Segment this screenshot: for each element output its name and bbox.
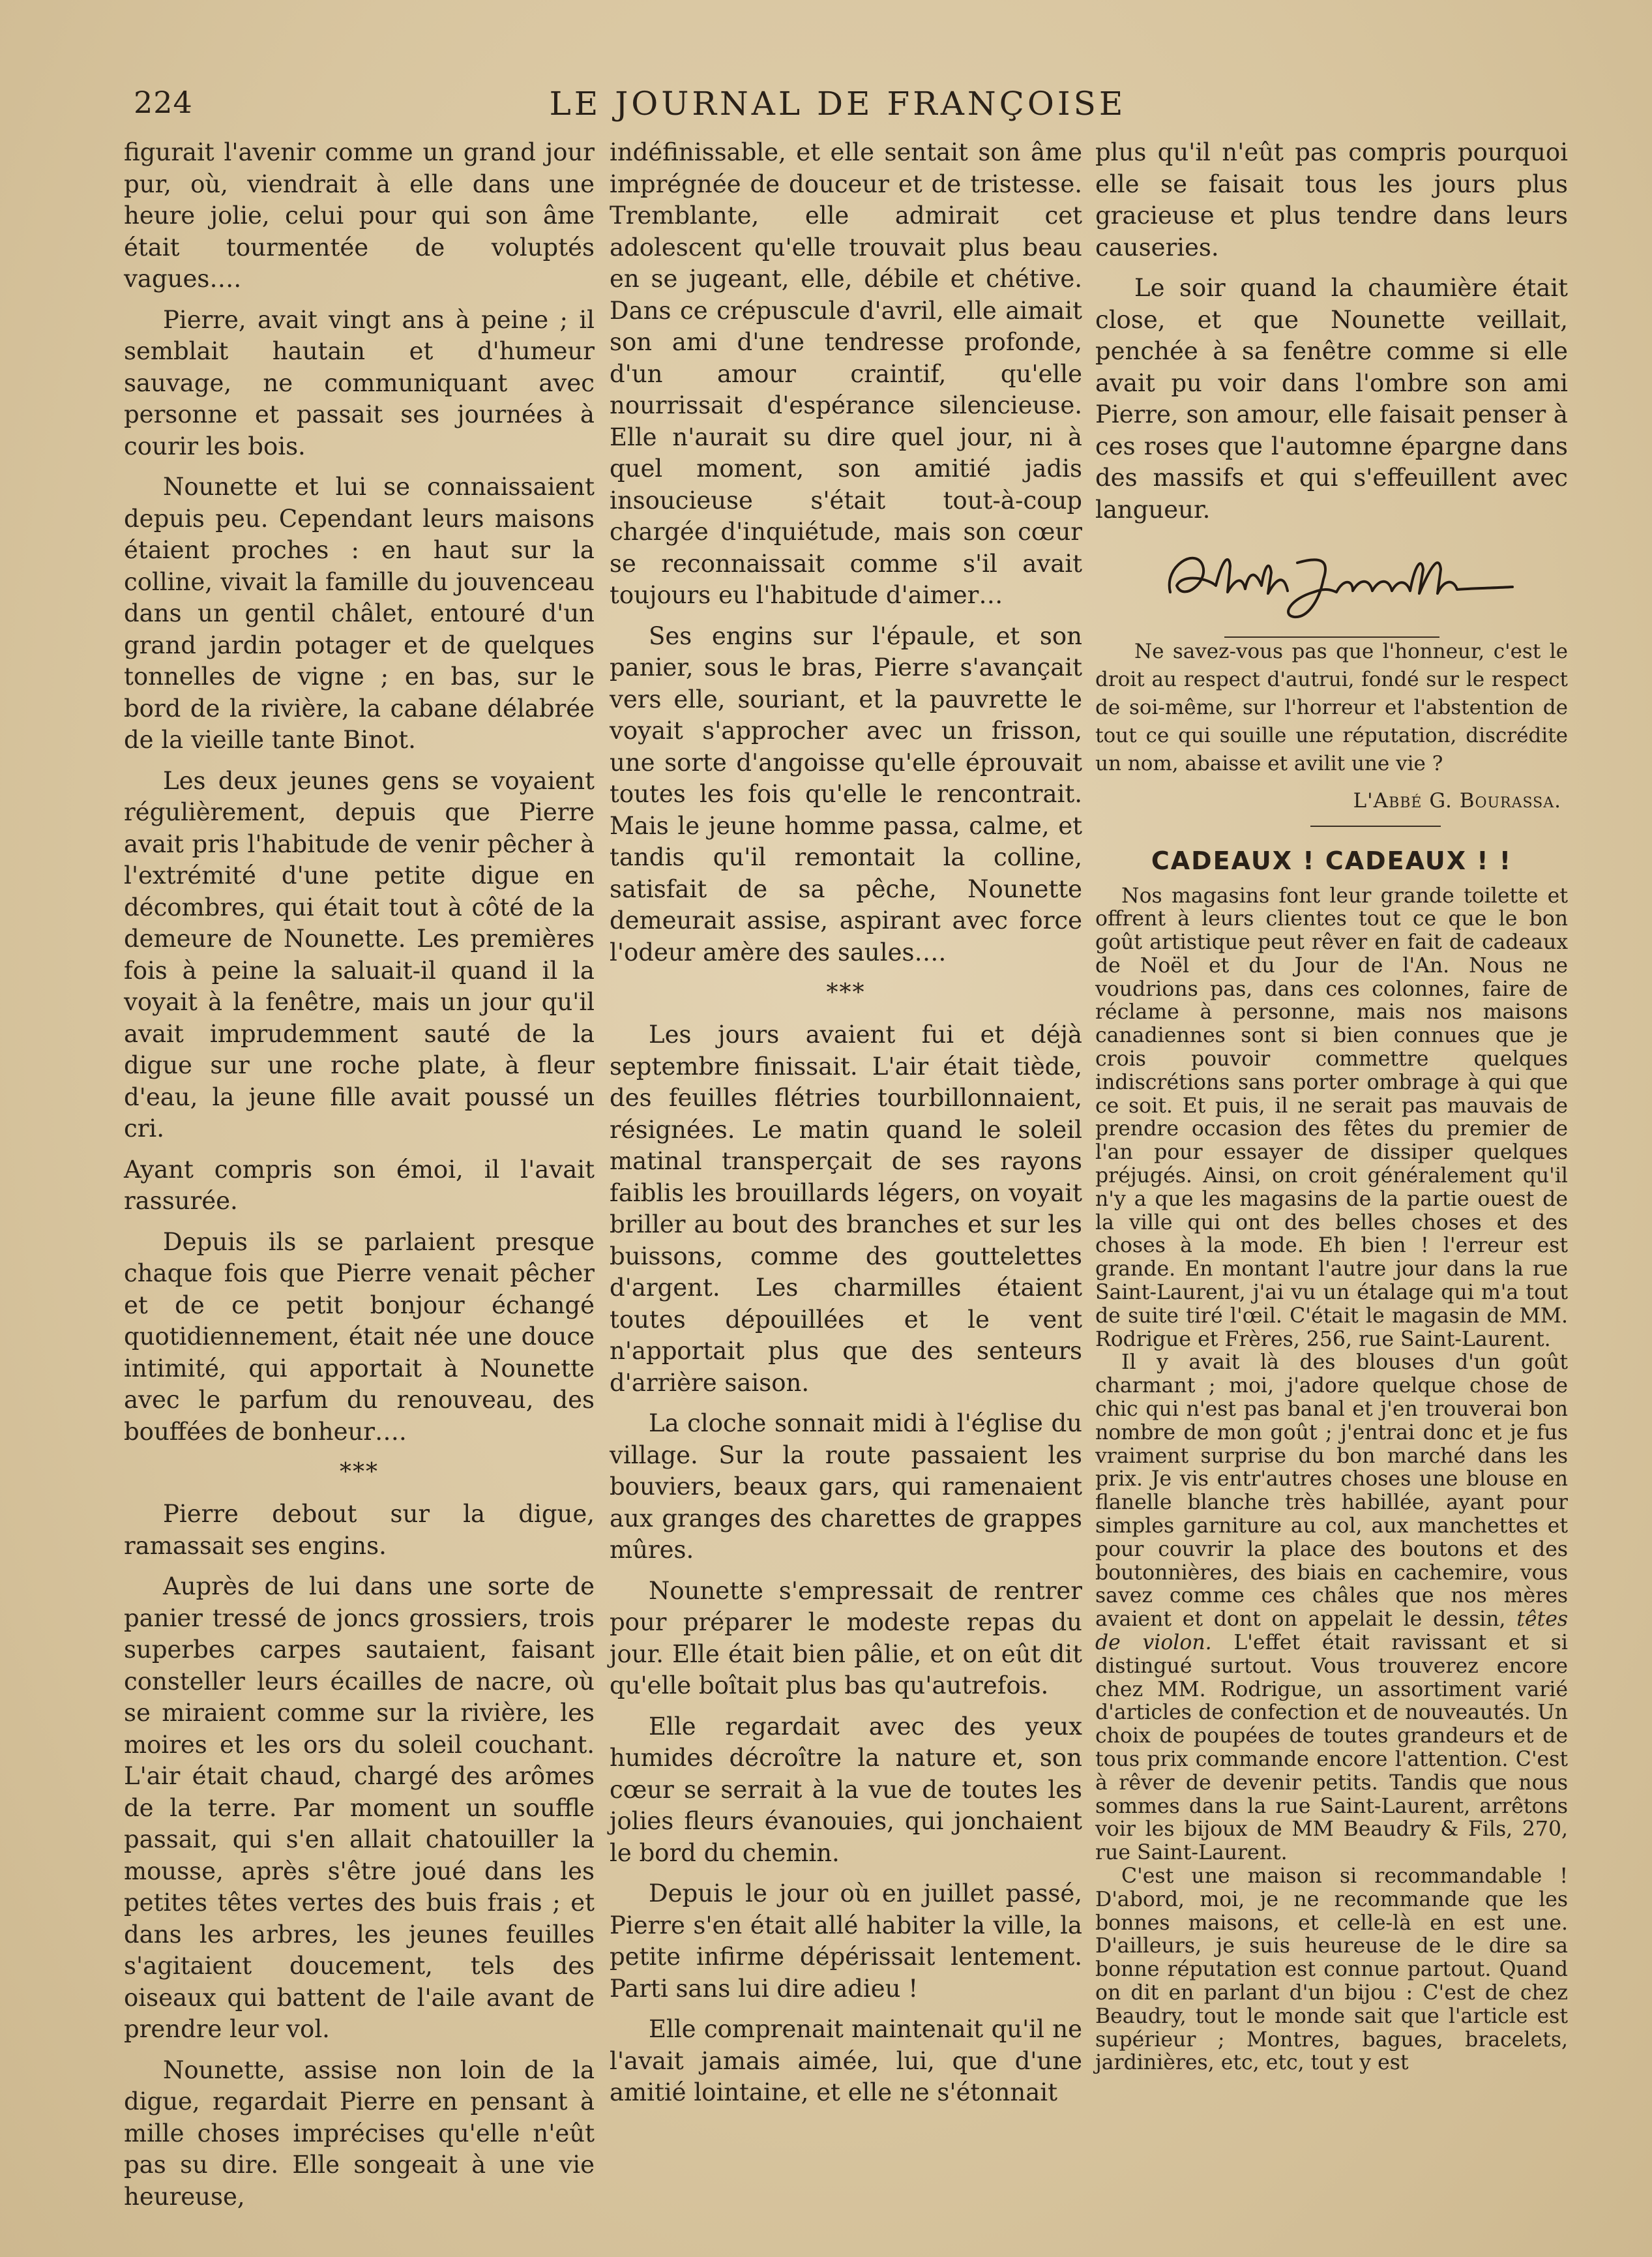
paragraph: Elle comprenait maintenait qu'il ne l'avait jamais aimée, lui, que d'une amitié lointaine, et elle ne s'étonnait bbox=[610, 2015, 1082, 2106]
paragraph: Elle regardait avec des yeux humides décroître la nature et, son cœur se serrait à la vue de toutes les jolies fleurs évanouies, qui jonchaient le bord du chemin. bbox=[610, 1712, 1082, 1867]
advertisement-title: CADEAUX ! CADEAUX ! ! bbox=[1151, 846, 1512, 875]
paragraph: Nos magasins font leur grande toilette et offrent à leurs clientes tout ce que le bon goût artistique peut rêver en fait de cadeaux de Noël et du Jour de l'An. Nous ne voudrions pas, dans ces colonnes, faire de réclame à personne, mais nos maisons canadiennes sont si bien connues que je crois pouvoir commettre quelques indiscrétions sans porter ombrage à qui que ce soit. Et puis, il ne serait pas mauvais de prendre occasion des fêtes du premier de l'an pour essayer de dissiper quelques préjugés. Ainsi, on croit généralement qu'il n'y a que les magasins de la partie ouest de la ville qui ont des belles choses et des choses à la mode. Eh bien ! l'erreur est grande. En montant l'autre jour dans la rue Saint-Laurent, j'ai vu un étalage qui m'a tout de suite tiré l'œil. C'était le magasin de MM. Rodrigue et Frères, 256, rue Saint-Laurent. bbox=[1095, 884, 1568, 1351]
paragraph: Auprès de lui dans une sorte de panier tressé de joncs grossiers, trois superbes carpes sautaient, faisant consteller leurs écailles de nacre, où se miraient comme sur la rivière, les moires et les ors du soleil couchant. L'air était chaud, chargé des arômes de la terre. Par moment un souffle passait, qui s'en allait chatouiller la mousse, après s'être joué dans les petites têtes vertes des buis frais ; et dans les arbres, les jeunes feuilles s'agitaient doucement, tels des oiseaux qui battent de l'aile avant de prendre leur vol. bbox=[124, 1572, 595, 2043]
section-break-stars: *** bbox=[826, 979, 866, 1006]
paragraph: Ayant compris son émoi, il l'avait rassurée. bbox=[124, 1155, 595, 1215]
handwritten-signature bbox=[1157, 540, 1522, 625]
text-column-2 bbox=[610, 137, 1082, 2152]
paragraph: Nounette et lui se connaissaient depuis peu. Cependant leurs maisons étaient proches : en haut sur la colline, vivait la famille du jouvenceau dans un gentil châlet, entouré d'un grand jardin potager et de quelques tonnelles de vigne ; en bas, sur le bord de la rivière, la cabane délabrée de la vieille tante Binot. bbox=[124, 473, 595, 754]
section-break-stars: *** bbox=[340, 1459, 379, 1486]
italic-text: têtes de violon. bbox=[1095, 1607, 1568, 1654]
paragraph: Pierre debout sur la digue, ramassait ses engins. bbox=[124, 1500, 595, 1560]
paragraph: indéfinissable, et elle sentait son âme imprégnée de douceur et de tristesse. Tremblante, elle admirait cet adolescent qu'elle trouvait plus beau en se jugeant, elle, débile et chétive. Dans ce crépuscule d'avril, elle aimait son ami d'une tendresse profonde, d'un amour craintif, qu'elle nourrissait d'espérance silencieuse. Elle n'aurait su dire quel jour, ni à quel moment, son amitié jadis insoucieuse s'était tout-à-coup chargée d'inquiétude, mais son cœur se reconnaissait comme s'il avait toujours eu l'habitude d'aimer… bbox=[610, 138, 1082, 609]
text-column-3 bbox=[1095, 137, 1568, 2159]
paragraph: Ses engins sur l'épaule, et son panier, sous le bras, Pierre s'avançait vers elle, souriant, et la pauvrette le voyait s'approcher avec un frisson, une sorte d'angoisse qu'elle éprouvait toutes les fois qu'elle le rencontrait. Mais le jeune homme passa, calme, et tandis qu'il remontait la colline, satisfait de sa pêche, Nounette demeurait assise, aspirant avec force l'odeur amère des saules…. bbox=[610, 621, 1082, 966]
advertisement-text bbox=[1095, 885, 1568, 2076]
divider-rule bbox=[1310, 826, 1441, 827]
author-signature bbox=[1095, 535, 1568, 633]
journal-title: LE JOURNAL DE FRANÇOISE bbox=[549, 85, 1127, 123]
page-number: 224 bbox=[134, 85, 193, 120]
text-column-1 bbox=[124, 137, 595, 2211]
paragraph: figurait l'avenir comme un grand jour pur, où, viendrait à elle dans une heure jolie, celui pour qui son âme était tourmentée de voluptés vagues…. bbox=[124, 138, 595, 293]
paragraph: Nounette s'empressait de rentrer pour préparer le modeste repas du jour. Elle était bien pâlie, et on eût dit qu'elle boîtait plus bas qu'autrefois. bbox=[610, 1576, 1082, 1699]
paragraph bbox=[1095, 1351, 1568, 1865]
text-run: Il y avait là des blouses d'un goût charmant ; moi, j'adore quelque chose de chic qui n'est pas banal et j'en trouverai bon nombre de mon goût ; j'entrai donc et je fus vraiment surprise du bon marché dans les prix. Je vis entr'autres choses une blouse en flanelle blanche très habillée, ayant pour simples garniture au col, aux manchettes et pour couvrir la place des boutons et des boutonnières, des biais en cachemire, vous savez comme ces châles que nos mères avaient et dont on appelait le dessin, bbox=[1095, 1351, 1568, 1632]
paragraph: La cloche sonnait midi à l'église du village. Sur la route passaient les bouviers, beaux gars, qui ramenaient aux granges des charettes de grappes mûres. bbox=[610, 1409, 1082, 1564]
paragraph: Depuis le jour où en juillet passé, Pierre s'en était allé habiter la ville, la petite infirme dépérissait lentement. Parti sans lui dire adieu ! bbox=[610, 1879, 1082, 2003]
paragraph: Les deux jeunes gens se voyaient régulièrement, depuis que Pierre avait pris l'habitude de venir pêcher à l'extrémité d'une petite digue en décombres, qui était tout à côté de la demeure de Nounette. Les premières fois à peine la saluait-il quand il la voyait à la fenêtre, mais un jour qu'il avait imprudemment sauté de la digue sur une roche plate, à fleur d'eau, la jeune fille avait poussé un cri. bbox=[124, 766, 595, 1143]
quote-text: Ne savez-vous pas que l'honneur, c'est le droit au respect d'autrui, fondé sur le respect de soi-même, sur l'horreur et l'abstention de tout ce qui souille une réputation, discrédite un nom, abaisse et avilit une vie ? bbox=[1095, 640, 1568, 775]
paragraph: Depuis ils se parlaient presque chaque fois que Pierre venait pêcher et de ce petit bonjour échangé quotidiennement, était née une douce intimité, qui apportait à Nounette avec le parfum du renouveau, des bouffées de bonheur…. bbox=[124, 1227, 595, 1446]
text-run: L'effet était ravissant et si distingué surtout. Vous trouverez encore chez MM. Rodrigue, un assortiment varié d'articles de confection et de nouveautés. Un choix de poupées de toutes grandeurs et de tous prix commande encore l'attention. C'est à rêver de devenir petits. Tandis que nous sommes dans la rue Saint-Laurent, arrêtons voir les bijoux de MM Beaudry & Fils, 270, rue Saint-Laurent. bbox=[1095, 1631, 1568, 1865]
quote-author: L'Abbé G. Bourassa. bbox=[1353, 789, 1561, 813]
paragraph: Le soir quand la chaumière était close, et que Nounette veillait, penchée à sa fenêtre comme si elle avait pu voir dans l'ombre son ami Pierre, son amour, elle faisait penser à ces roses que l'automne épargne dans des massifs et qui s'effeuillent avec langueur. bbox=[1095, 274, 1568, 524]
paragraph: Les jours avaient fui et déjà septembre finissait. L'air était tiède, des feuilles flétries tourbillonnaient, résignées. Le matin quand le soleil matinal transperçait de ses rayons faiblis les brouillards légers, on voyait briller au bout des branches et sur les buissons, comme des gouttelettes d'argent. Les charmilles étaient toutes dépouillées et le vent n'apportait plus que des senteurs d'arrière saison. bbox=[610, 1021, 1082, 1397]
paragraph: Nounette, assise non loin de la digue, regardait Pierre en pensant à mille choses imprécises qu'elle n'eût pas su dire. Elle songeait à une vie heureuse, bbox=[124, 2055, 595, 2211]
paragraph: C'est une maison si recommandable ! D'abord, moi, je ne recommande que les bonnes maisons, et celle-là en est une. D'ailleurs, je suis heureuse de le dire sa bonne réputation est connue partout. Quand on dit en parlant d'un bijou : C'est de chez Beaudry, tout le monde sait que l'article est supérieur ; Montres, bagues, bracelets, jardinières, etc, etc, tout y est bbox=[1095, 1864, 1568, 2075]
page-header bbox=[134, 85, 1568, 130]
paragraph: Pierre, avait vingt ans à peine ; il semblait hautain et d'humeur sauvage, ne communiquant avec personne et passait ses journées à courir les bois. bbox=[124, 305, 595, 460]
paragraph: plus qu'il n'eût pas compris pourquoi elle se faisait tous les jours plus gracieuse et plus tendre dans leurs causeries. bbox=[1095, 138, 1568, 262]
